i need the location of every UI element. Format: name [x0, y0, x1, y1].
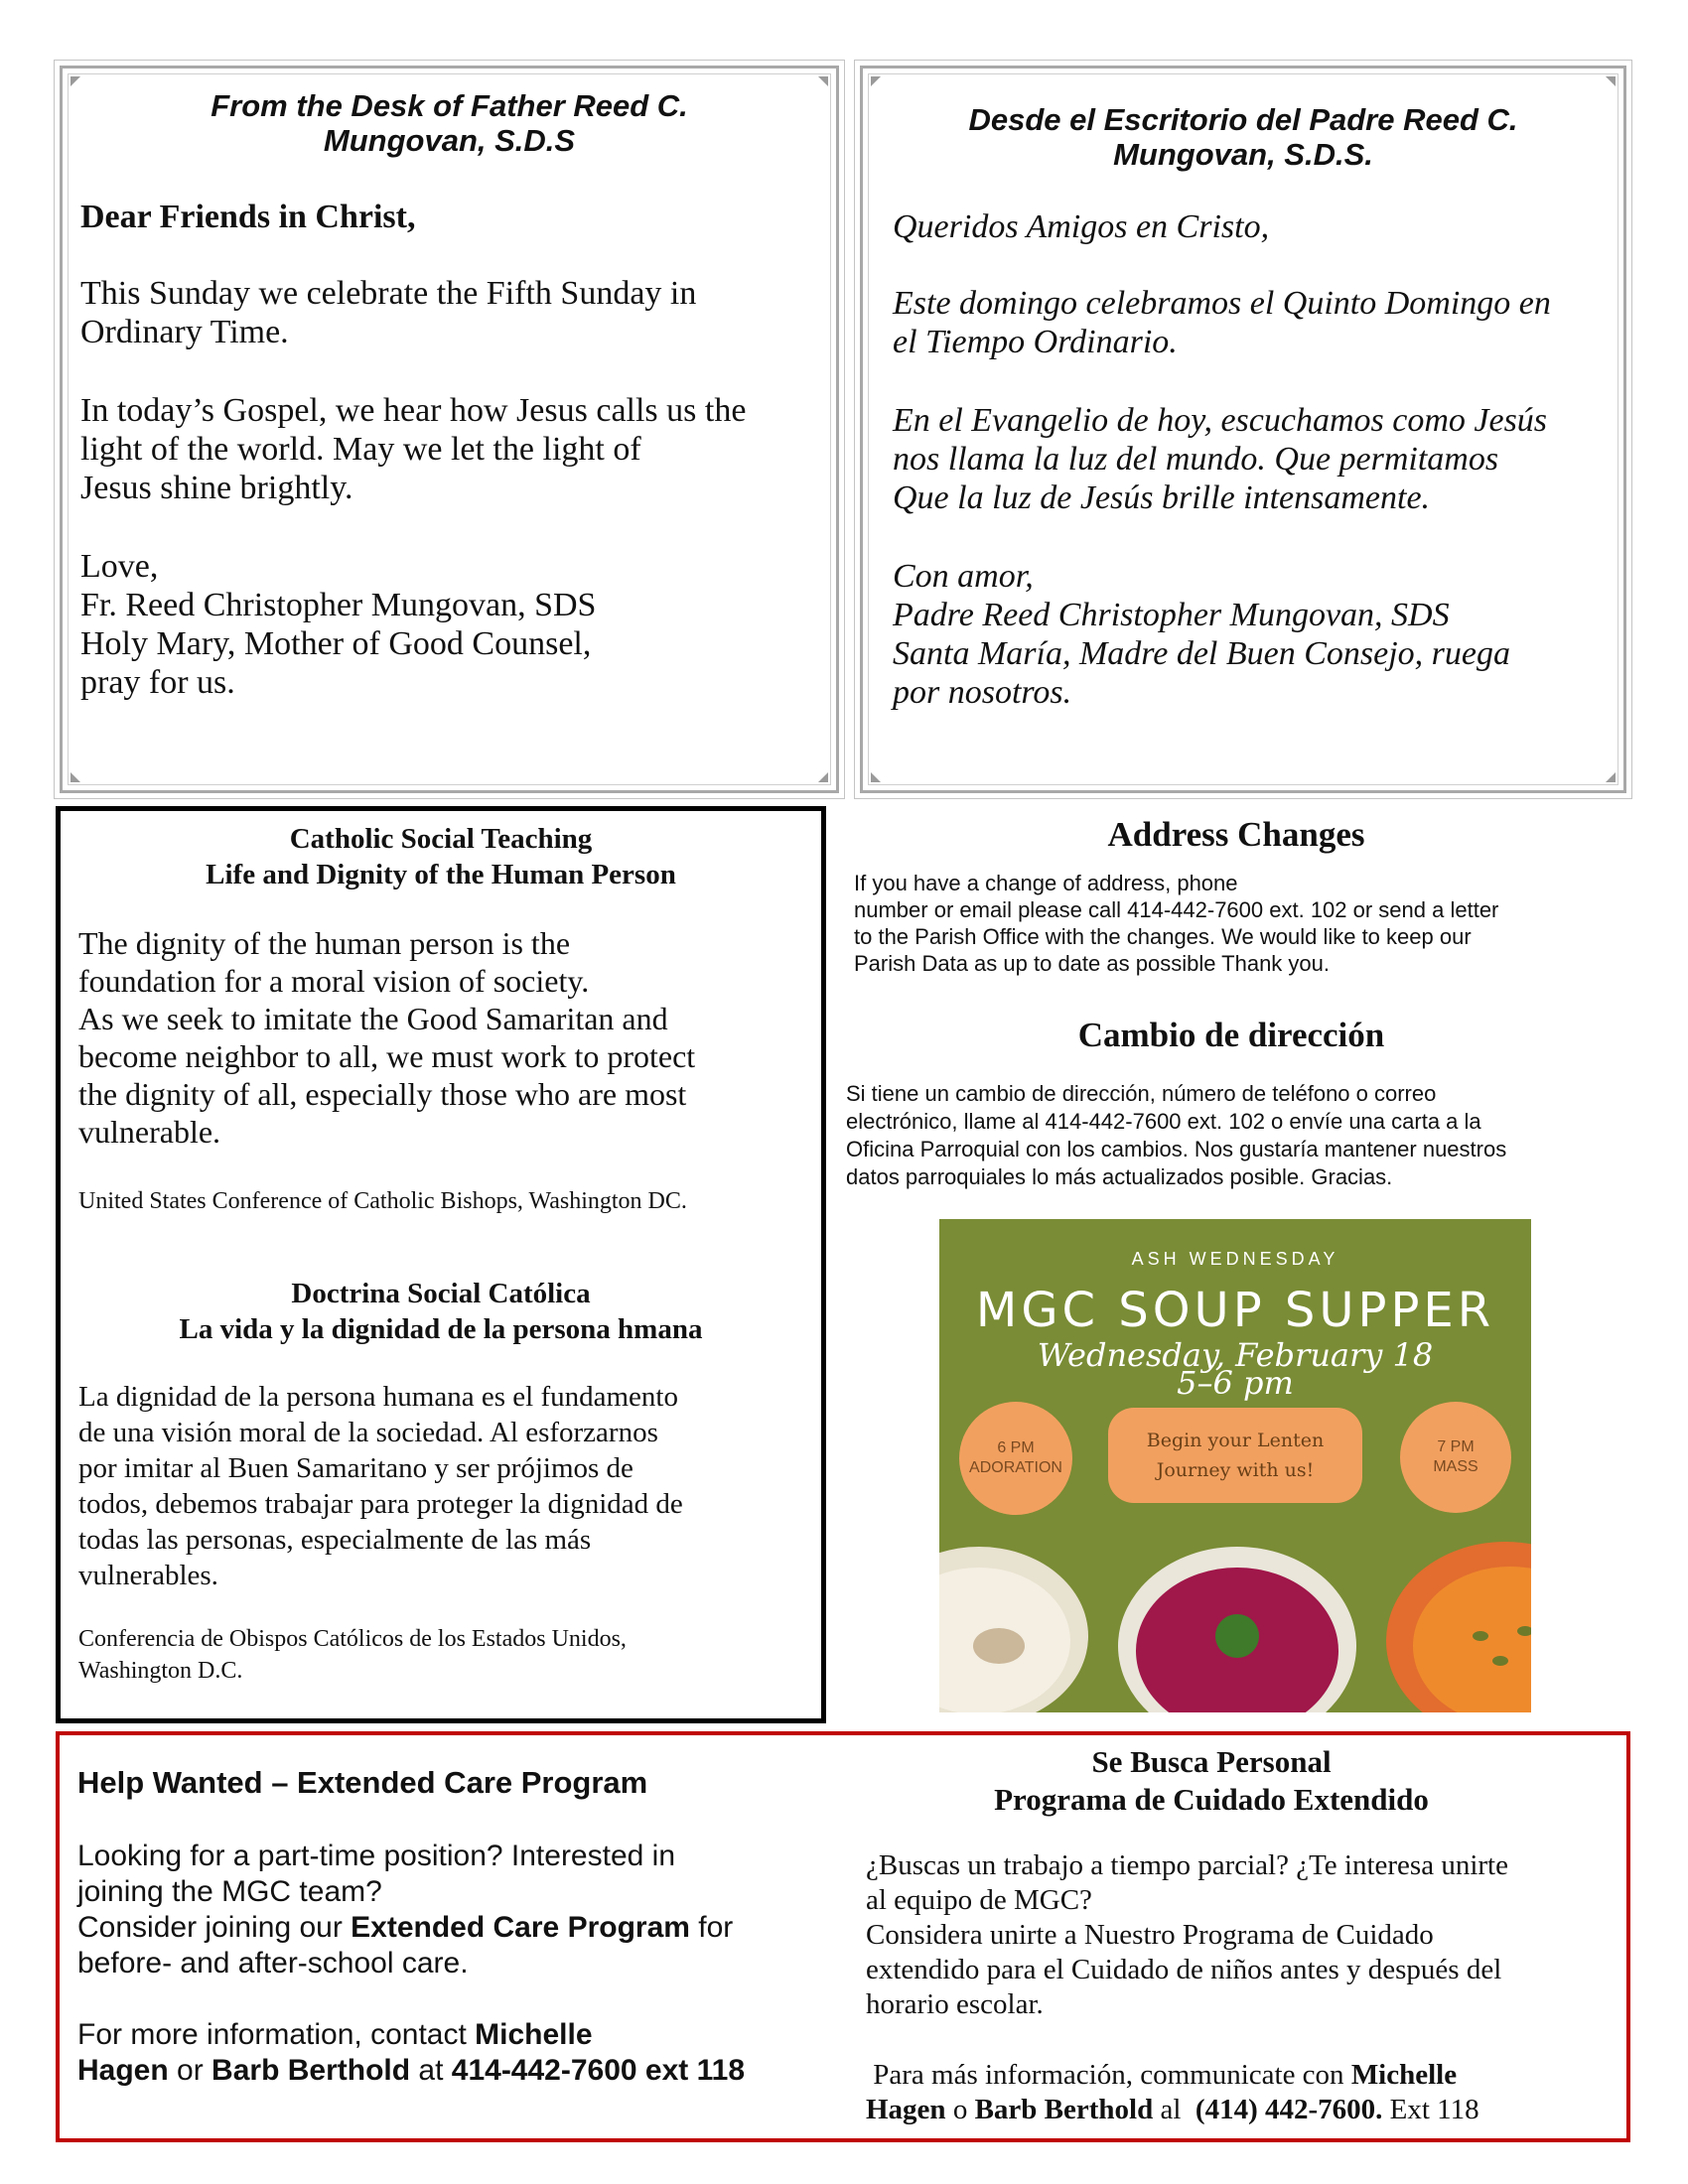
help-wanted-title-es: Se Busca Personal Programa de Cuidado Extendido: [994, 1744, 1429, 1817]
greeting: Dear Friends in Christ,: [80, 199, 416, 235]
letter-english-header: From the Desk of Father Reed C. Mungovan, S.D.S: [211, 88, 688, 158]
cst-title-en: Catholic Social Teaching Life and Dignity of the Human Person: [206, 823, 676, 890]
flyer-title: MGC SOUP SUPPER: [975, 1283, 1495, 1338]
lenten-journey-pill: Begin your Lenten Journey with us!: [1108, 1408, 1362, 1503]
letter-spanish-header: Desde el Escritorio del Padre Reed C. Mungovan, S.D.S.: [968, 102, 1518, 172]
letter-english-body: Dear Friends in Christ, This Sunday we celebrate the Fifth Sunday in Ordinary Time. In today’s Gospel, we hear how Jesus calls us the light of the world. May we let the light of Jesus shine brightly. Love, Fr. Reed Christopher Mungovan, SDS Holy Mary, Mother of Good Counsel, pray for us.: [80, 198, 830, 702]
corner-ornament: [818, 76, 828, 86]
cst-body-en: The dignity of the human person is the foundation for a moral vision of society. As we seek to imitate the Good Samaritan and become neighbor to all, we must work to protect the dignity of all, especially those who are most vulnerable.: [78, 925, 696, 1150]
corner-ornament: [1606, 76, 1616, 86]
corner-ornament: [871, 76, 881, 86]
letter-spanish-body: Queridos Amigos en Cristo, Este domingo celebramos el Quinto Domingo en el Tiempo Ordinario. En el Evangelio de hoy, escuchamos como Jesús nos llama la luz del mundo. Que permitamos Que la luz de Jesús brille intensamente. Con amor, Padre Reed Christopher Mungovan, SDS Santa María, Madre del Buen Consejo, ruega por nosotros.: [893, 207, 1627, 712]
help-wanted-body-es: ¿Buscas un trabajo a tiempo parcial? ¿Te interesa unirte al equipo de MGC? Considera unirte a Nuestro Programa de Cuidado extendido para el Cuidado de niños antes y después del horario escolar. Para más información, communicate con Michelle Hagen o Barb Berthold al (414) 442-7600. Ext 118: [866, 1849, 1508, 2125]
cst-body-es: La dignidad de la persona humana es el fundamento de una visión moral de la sociedad. Al esforzarnos por imitar al Buen Samaritano y ser prójimos de todos, debemos trabajar para proteger la dignidad de todas las personas, especialmente de las más vulnerables.: [78, 1381, 683, 1591]
cambio-direccion-body: Si tiene un cambio de dirección, número de teléfono o correo electrónico, llame al 414-442-7600 ext. 102 o envíe una carta a la Oficina Parroquial con los cambios. Nos gustaría mantener nuestros datos parroquiales lo más actualizados posible. Gracias.: [846, 1081, 1507, 1189]
cambio-direccion-title: Cambio de dirección: [1077, 1016, 1385, 1054]
cst-title-es: Doctrina Social Católica La vida y la dignidad de la persona hmana: [179, 1278, 703, 1345]
mass-badge: 7 PM MASS: [1400, 1402, 1511, 1513]
help-wanted-title-en: Help Wanted – Extended Care Program: [77, 1765, 648, 1800]
corner-ornament: [818, 772, 828, 782]
help-wanted-box: [56, 1731, 1630, 2142]
signature-es: Padre Reed Christopher Mungovan, SDS: [893, 597, 1450, 633]
corner-ornament: [1606, 772, 1616, 782]
address-changes-body: If you have a change of address, phone number or email please call 414-442-7600 ext. 102 or send a letter to the Parish Office with the changes. We would like to keep our Parish Data as up to date as possible Thank you.: [854, 871, 1499, 976]
signature: Fr. Reed Christopher Mungovan, SDS: [80, 587, 597, 623]
corner-ornament: [871, 772, 881, 782]
letter-spanish-box: [860, 66, 1626, 793]
address-changes-title: Address Changes: [1107, 815, 1365, 854]
corner-ornament: [70, 772, 80, 782]
soup-bowls-illustration: [939, 1517, 1531, 1712]
corner-ornament: [70, 76, 80, 86]
soup-supper-flyer: [939, 1219, 1531, 1712]
cst-source-en: United States Conference of Catholic Bishops, Washington DC.: [78, 1188, 687, 1214]
cst-source-es: Conferencia de Obispos Católicos de los Estados Unidos, Washington D.C.: [78, 1626, 627, 1684]
adoration-badge: 6 PM ADORATION: [959, 1402, 1072, 1515]
letter-english-box: [60, 66, 839, 793]
catholic-social-teaching-box: [56, 806, 826, 1723]
flyer-time: 5–6 pm: [1177, 1364, 1294, 1402]
flyer-eyebrow: ASH WEDNESDAY: [1131, 1249, 1339, 1269]
greeting-es: Queridos Amigos en Cristo,: [893, 208, 1270, 245]
help-wanted-body-en: Looking for a part-time position? Interested in joining the MGC team? Consider joining our Extended Care Program for before- and after-school care. For more information, contact Michelle Hagen or Barb Berthold at 414-442-7600 ext 118: [77, 1840, 746, 2087]
flyer-date: Wednesday, February 18: [1037, 1336, 1434, 1374]
